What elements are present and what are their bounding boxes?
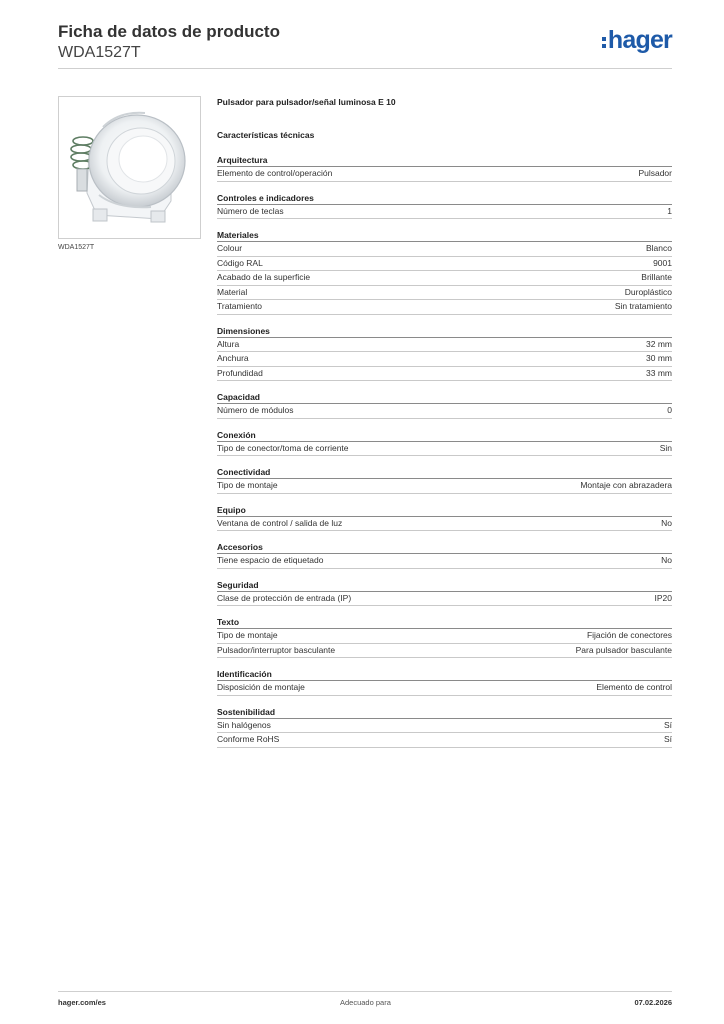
spec-label: Conforme RoHS	[217, 734, 280, 744]
spec-section	[217, 229, 672, 315]
spec-section	[217, 154, 672, 182]
header-divider	[58, 68, 672, 69]
spec-value: No	[661, 517, 672, 528]
section-title: Materiales	[217, 229, 672, 242]
spec-value: 0	[667, 405, 672, 415]
spec-row	[217, 242, 672, 257]
spec-label: Tipo de montaje	[217, 480, 278, 490]
spec-row	[217, 629, 672, 644]
spec-content	[217, 96, 672, 758]
spec-row	[217, 442, 672, 457]
spec-row	[217, 367, 672, 382]
spec-section	[217, 579, 672, 607]
spec-row	[217, 338, 672, 353]
footer-date: 07.02.2026	[634, 998, 672, 1007]
spec-row	[217, 592, 672, 607]
spec-label: Tipo de conector/toma de corriente	[217, 442, 349, 453]
spec-label: Tratamiento	[217, 301, 263, 311]
spec-value: 1	[667, 205, 672, 216]
spec-label: Disposición de montaje	[217, 682, 305, 692]
spec-label: Código RAL	[217, 257, 263, 268]
spec-label: Altura	[217, 338, 240, 349]
spec-value: Blanco	[646, 243, 672, 253]
section-title: Texto	[217, 616, 672, 629]
spec-label: Material	[217, 286, 248, 297]
spec-row	[217, 257, 672, 272]
spec-value: Sin tratamiento	[614, 301, 672, 311]
section-title: Conexión	[217, 429, 672, 442]
document-title: Ficha de datos de producto	[58, 22, 280, 41]
section-title: Controles e indicadores	[217, 192, 672, 205]
spec-section	[217, 616, 672, 658]
spec-label: Ventana de control / salida de luz	[217, 517, 343, 528]
section-title: Conectividad	[217, 466, 672, 479]
spec-value: Elemento de control	[596, 682, 672, 692]
spec-value: Duroplástico	[624, 286, 672, 297]
section-title: Dimensiones	[217, 325, 672, 338]
spec-row	[217, 733, 672, 748]
spec-row	[217, 300, 672, 315]
spec-section	[217, 668, 672, 696]
product-image	[58, 96, 201, 239]
spec-row	[217, 404, 672, 419]
spec-label: Número de módulos	[217, 405, 294, 415]
footer-divider	[58, 991, 672, 992]
product-code: WDA1527T	[58, 44, 141, 61]
spec-label: Clase de protección de entrada (IP)	[217, 592, 352, 603]
spec-section	[217, 706, 672, 748]
spec-value: Sí	[663, 719, 672, 730]
spec-row	[217, 271, 672, 286]
document-header	[58, 22, 280, 63]
spec-sections	[217, 154, 672, 748]
spec-value: Sí	[663, 734, 672, 744]
spec-section	[217, 504, 672, 532]
spec-section	[217, 429, 672, 457]
section-title: Seguridad	[217, 579, 672, 592]
spec-row	[217, 681, 672, 696]
product-name: Pulsador para pulsador/señal luminosa E 10	[217, 97, 396, 107]
spec-label: Tipo de montaje	[217, 630, 278, 640]
spec-label: Colour	[217, 243, 243, 253]
logo-wordmark: hager	[607, 26, 672, 54]
image-caption: WDA1527T	[58, 244, 95, 251]
spec-section	[217, 391, 672, 419]
spec-row	[217, 517, 672, 532]
spec-row	[217, 286, 672, 301]
spec-label: Tiene espacio de etiquetado	[217, 555, 324, 565]
spec-label: Pulsador/interruptor basculante	[217, 644, 336, 655]
section-title: Arquitectura	[217, 154, 672, 167]
spec-row	[217, 719, 672, 734]
push-button-insert-icon	[59, 97, 200, 238]
spec-label: Elemento de control/operación	[217, 168, 333, 178]
spec-row	[217, 479, 672, 494]
spec-label: Anchura	[217, 353, 249, 363]
tech-heading: Características técnicas	[217, 130, 315, 140]
spec-section	[217, 541, 672, 569]
spec-row	[217, 205, 672, 220]
section-title: Capacidad	[217, 391, 672, 404]
spec-row	[217, 644, 672, 659]
spec-value: 33 mm	[646, 367, 672, 378]
spec-label: Número de teclas	[217, 205, 284, 216]
spec-label: Acabado de la superficie	[217, 272, 311, 282]
footer-website[interactable]: hager.com/es	[58, 998, 106, 1007]
footer-suitable-for: Adecuado para	[340, 998, 391, 1007]
spec-row	[217, 554, 672, 569]
section-title: Identificación	[217, 668, 672, 681]
spec-row	[217, 352, 672, 367]
section-title: Equipo	[217, 504, 672, 517]
spec-value: Fijación de conectores	[586, 630, 672, 640]
spec-section	[217, 192, 672, 220]
spec-label: Sin halógenos	[217, 719, 271, 730]
spec-value: 32 mm	[646, 338, 672, 349]
spec-section	[217, 325, 672, 382]
section-title: Sostenibilidad	[217, 706, 672, 719]
spec-value: Sin	[659, 442, 672, 453]
spec-section	[217, 466, 672, 494]
section-title: Accesorios	[217, 541, 672, 554]
spec-value: No	[661, 555, 672, 565]
spec-value: 9001	[653, 257, 672, 268]
spec-value: Para pulsador basculante	[575, 644, 672, 655]
spec-value: IP20	[654, 592, 672, 603]
spec-value: Montaje con abrazadera	[580, 480, 672, 490]
logo-colon-icon	[602, 37, 606, 48]
hager-logo	[602, 28, 672, 52]
spec-value: Pulsador	[638, 168, 672, 178]
spec-value: Brillante	[641, 272, 672, 282]
spec-label: Profundidad	[217, 367, 263, 378]
spec-row	[217, 167, 672, 182]
spec-value: 30 mm	[646, 353, 672, 363]
